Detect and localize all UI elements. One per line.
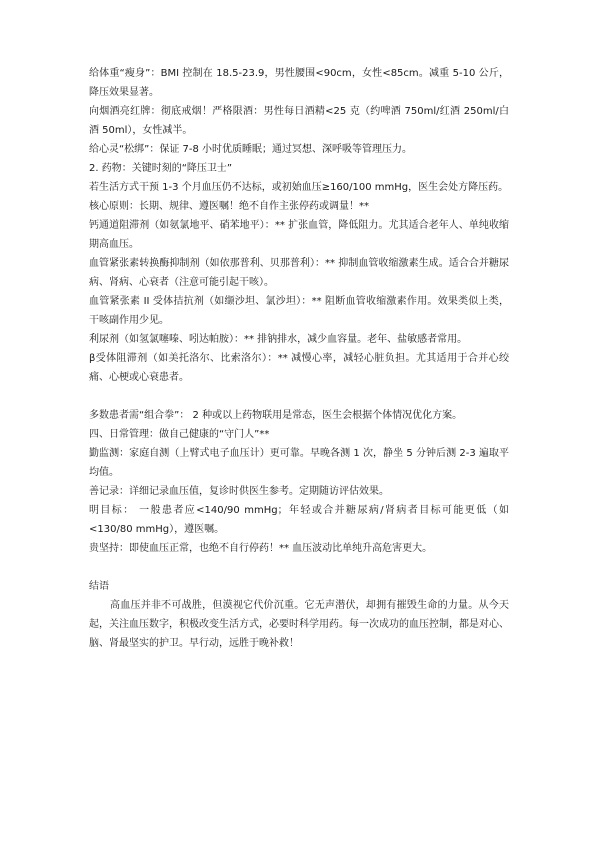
persist-paragraph: 贵坚持：即使血压正常，也绝不自行停药！** 血压波动比单纯升高危害更大。: [89, 543, 433, 554]
target-paragraph: 明目标： 一般患者应<140/90 mmHg；年轻或合并糖尿病/肾病者目标可能更低（如<130/80 mmHg），遵医嘱。: [89, 505, 509, 535]
record-paragraph: 善记录：详细记录血压值，复诊时供医生参考。定期随访评估效果。: [89, 486, 389, 497]
acei-paragraph: 血管紧张素转换酶抑制剂（如依那普利、贝那普利）：** 抑制血管收缩激素生成。适合合并糖尿病、肾病、心衰者（注意可能引起干咳）。: [89, 258, 509, 288]
drugs-intro: 若生活方式干预 1-3 个月血压仍不达标，或初始血压≥160/100 mmHg，医生会处方降压药。: [89, 182, 509, 193]
spacer: [89, 558, 509, 577]
daily-heading: 四、日常管理：做自己健康的“守门人”**: [89, 429, 270, 440]
weight-paragraph: 给体重“瘦身”：BMI 控制在 18.5-23.9，男性腰围<90cm，女性<85cm。减重 5-10 公斤，降压效果显著。: [89, 68, 509, 98]
beta-blocker-paragraph: β受体阻滞剂（如美托洛尔、比索洛尔）：** 减慢心率，减轻心脏负担。尤其适用于合并心绞痛、心梗或心衰患者。: [89, 353, 509, 383]
mind-paragraph: 给心灵“松绑”：保证 7-8 小时优质睡眠；通过冥想、深呼吸等管理压力。: [89, 144, 413, 155]
conclusion-heading: 结语: [89, 581, 109, 592]
diuretic-paragraph: 利尿剂（如氢氯噻嗪、吲达帕胺）：** 排钠排水，减少血容量。老年、盐敏感者常用。: [89, 334, 468, 345]
document-page: [89, 64, 509, 653]
drugs-principle: 核心原则：长期、规律、遵医嘱！绝不自作主张停药或调量！**: [89, 201, 369, 212]
arb-paragraph: 血管紧张素 II 受体拮抗剂（如缬沙坦、氯沙坦）：** 阻断血管收缩激素作用。效果类似上类，干咳副作用少见。: [89, 296, 509, 326]
ccb-paragraph: 钙通道阻滞剂（如氨氯地平、硝苯地平）：** 扩张血管，降低阻力。尤其适合老年人、单纯收缩期高血压。: [89, 220, 509, 250]
smoking-alcohol-paragraph: 向烟酒亮红牌：彻底戒烟！严格限酒：男性每日酒精<25 克（约啤酒 750ml/红酒 250ml/白酒 50ml），女性减半。: [89, 106, 509, 136]
conclusion-paragraph: 高血压并非不可战胜，但漠视它代价沉重。它无声潜伏，却拥有摧毁生命的力量。从今天起，关注血压数字，积极改变生活方式，必要时科学用药。每一次成功的血压控制，都是对心、脑、肾最坚实的护卫。早行动，远胜于晚补救！: [89, 600, 509, 649]
spacer: [89, 387, 509, 406]
combo-paragraph: 多数患者需“组合拳”： 2 种或以上药物联用是常态，医生会根据个体情况优化方案。: [89, 410, 463, 421]
monitor-paragraph: 勤监测：家庭自测（上臂式电子血压计）更可靠。早晚各测 1 次，静坐 5 分钟后测 2-3 遍取平均值。: [89, 448, 509, 478]
drugs-heading: 2. 药物：关键时刻的“降压卫士”: [89, 163, 233, 174]
